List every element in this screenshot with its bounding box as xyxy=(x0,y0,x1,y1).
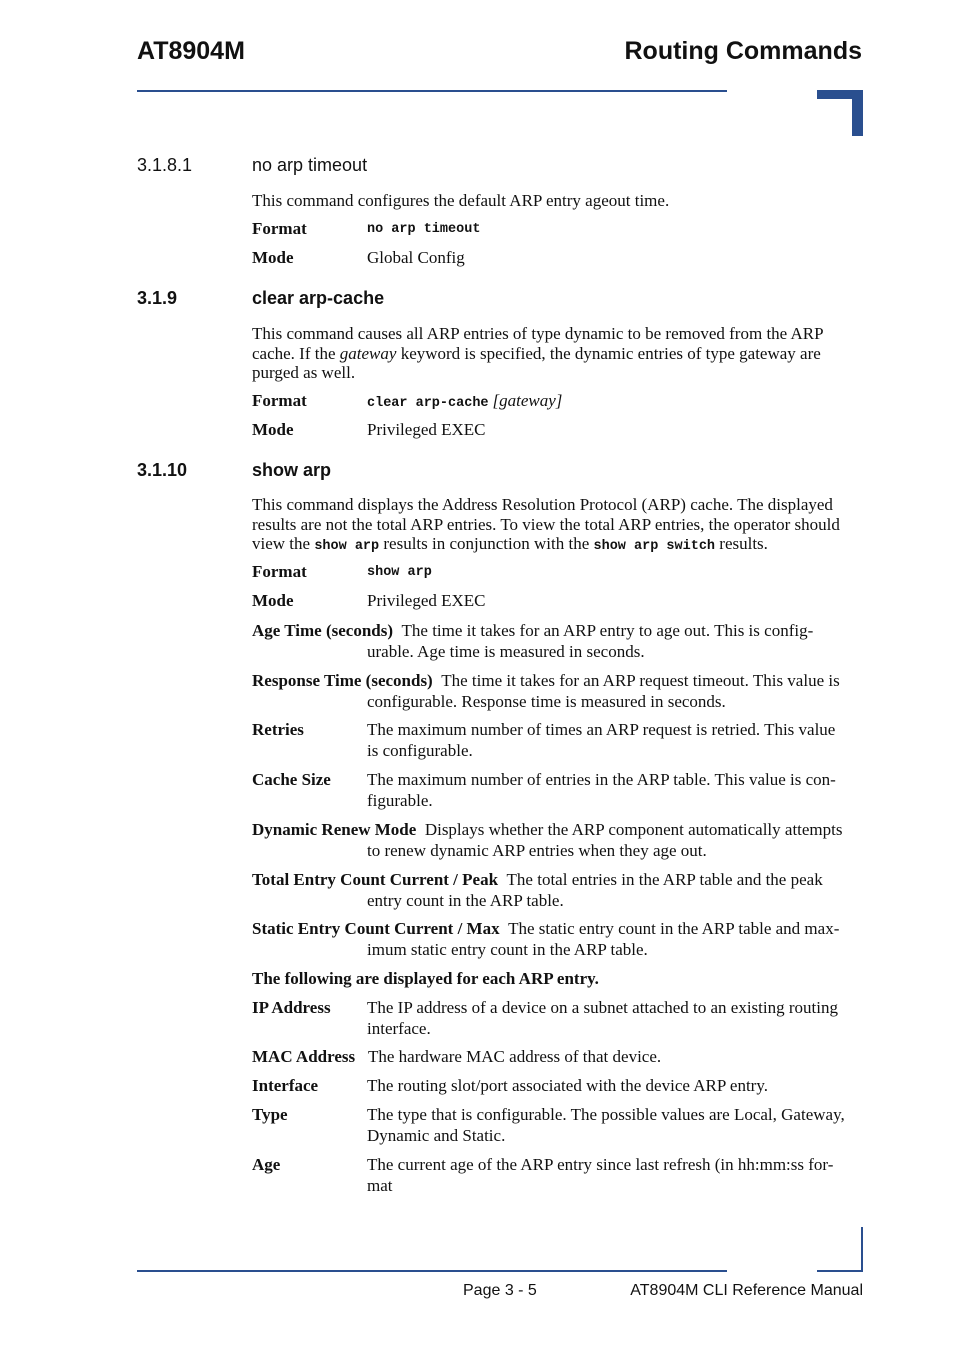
header-rule xyxy=(137,90,727,92)
field-definition: Static Entry Count Current / Max The static entry count in the ARP table and max- imum static entry count in the ARP table. xyxy=(252,919,840,959)
section-number: 3.1.8.1 xyxy=(137,155,193,175)
section-number: 3.1.9 xyxy=(137,288,178,308)
page-number: Page 3 - 5 xyxy=(463,1282,537,1299)
footer-rule xyxy=(137,1270,727,1272)
section-description: This command causes all ARP entries of type dynamic to be removed from the ARP cache. If the gateway keyword is specified, the dynamic entries of type gateway are purged as well. xyxy=(252,324,824,382)
mode-value: Privileged EXEC xyxy=(367,420,486,439)
mode-label: Mode xyxy=(252,591,294,610)
entry-field-definition: Type The type that is configurable. The possible values are Local, Gateway, Dynamic and Static. xyxy=(252,1105,845,1145)
field-definition: Retries The maximum number of times an ARP request is retried. This value is configurable. xyxy=(252,720,836,760)
corner-mark-bottom xyxy=(861,1227,863,1272)
entry-heading: The following are displayed for each ARP entry. xyxy=(252,969,599,988)
entry-field-definition: MAC Address The hardware MAC address of that device. xyxy=(252,1047,662,1066)
format-label: Format xyxy=(252,562,307,581)
format-label: Format xyxy=(252,391,307,410)
field-definition: Age Time (seconds) The time it takes for an ARP entry to age out. This is config- urable. Age time is measured in seconds. xyxy=(252,621,814,661)
section-number: 3.1.10 xyxy=(137,460,188,480)
entry-field-definition: Age The current age of the ARP entry since last refresh (in hh:mm:ss for- mat xyxy=(252,1155,834,1195)
entry-field-definition: IP Address The IP address of a device on a subnet attached to an existing routing interface. xyxy=(252,998,838,1038)
format-syntax: no arp timeout xyxy=(367,222,481,237)
mode-label: Mode xyxy=(252,420,294,439)
section-description: This command configures the default ARP entry ageout time. xyxy=(252,191,670,210)
field-definition: Response Time (seconds) The time it takes for an ARP request timeout. This value is configurable. Response time is measured in seconds. xyxy=(252,671,840,711)
format-syntax: show arp xyxy=(367,565,432,580)
field-definition: Total Entry Count Current / Peak The total entries in the ARP table and the peak entry count in the ARP table. xyxy=(252,870,823,910)
format-label: Format xyxy=(252,219,307,238)
mode-value: Global Config xyxy=(367,248,465,267)
field-definition: Cache Size The maximum number of entries in the ARP table. This value is con- figurable. xyxy=(252,770,836,810)
section-title: no arp timeout xyxy=(252,155,368,175)
header-product-title: AT8904M xyxy=(137,37,245,65)
section-title: show arp xyxy=(252,460,332,480)
section-description: This command displays the Address Resolution Protocol (ARP) cache. The displayed results are not the total ARP entries. To view the total ARP entries, the operator should view the show arp results in conjunction with the show arp switch results. xyxy=(252,495,840,554)
mode-label: Mode xyxy=(252,248,294,267)
section-title: clear arp-cache xyxy=(252,288,385,308)
footer-rule-right xyxy=(817,1270,863,1272)
corner-mark-top xyxy=(817,90,863,136)
entry-field-definition: Interface The routing slot/port associated with the device ARP entry. xyxy=(252,1076,768,1095)
mode-value: Privileged EXEC xyxy=(367,591,486,610)
format-syntax: clear arp-cache [gateway] xyxy=(367,391,563,411)
manual-title: AT8904M CLI Reference Manual xyxy=(630,1282,863,1299)
header-chapter-title: Routing Commands xyxy=(624,37,862,65)
field-definition: Dynamic Renew Mode Displays whether the ARP component automatically attempts to renew dynamic ARP entries when they age out. xyxy=(252,820,843,860)
